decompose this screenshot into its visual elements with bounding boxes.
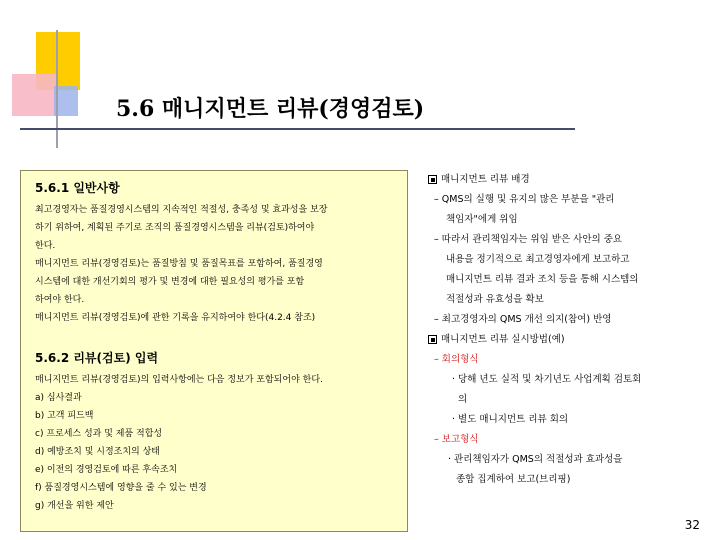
list-item: g) 개선을 위한 제안 bbox=[35, 501, 114, 511]
title-underline bbox=[20, 128, 575, 130]
text-line: 시스템에 대한 개선기회의 평가 및 변경에 대한 필요성의 평가를 포함 bbox=[35, 277, 305, 287]
slide-title: 5.6 매니지먼트 리뷰(경영검토) bbox=[116, 96, 425, 122]
list-item: f) 품질경영시스템에 영향을 줄 수 있는 변경 bbox=[35, 483, 207, 493]
meeting-format-label: – 회의형식 bbox=[434, 354, 479, 365]
list-item: b) 고객 피드백 bbox=[35, 411, 94, 421]
general-requirements-box bbox=[20, 170, 408, 532]
list-item: a) 심사결과 bbox=[35, 393, 82, 403]
decor-pink-square bbox=[12, 74, 58, 116]
text-line: 매니지먼트 리뷰(경영검토)에 관한 기록을 유지하여야 한다(4.2.4 참조) bbox=[35, 313, 316, 323]
square-bullet-icon bbox=[428, 335, 437, 344]
section-heading: 5.6.2 리뷰(검토) 입력 bbox=[35, 351, 159, 365]
block-heading: 매니지먼트 리뷰 실시방법(예) bbox=[428, 330, 713, 350]
text-line: 내용을 정기적으로 최고경영자에게 보고하고 bbox=[446, 254, 630, 265]
text-line: · 별도 매니지먼트 리뷰 회의 bbox=[452, 414, 569, 425]
text-line: 한다. bbox=[35, 241, 56, 251]
text-line: · 관리책임자가 QMS의 적절성과 효과성을 bbox=[448, 454, 623, 465]
block-heading: 매니지먼트 리뷰 배경 bbox=[428, 170, 713, 190]
text-line: 매니지먼트 리뷰 결과 조치 등을 통해 시스템의 bbox=[446, 274, 639, 285]
text-line: 하여야 한다. bbox=[35, 295, 85, 305]
text-line: – QMS의 실행 및 유지의 많은 부분을 "관리 bbox=[434, 194, 615, 205]
text-line: 매니지먼트 리뷰(경영검토)는 품질방침 및 품질목표를 포함하여, 품질경영 bbox=[35, 259, 323, 269]
text-line: 매니지먼트 리뷰(경영검토)의 입력사항에는 다음 정보가 포함되어야 한다. bbox=[35, 375, 323, 385]
list-item: e) 이전의 경영검토에 따른 후속조치 bbox=[35, 465, 178, 475]
text-line: 의 bbox=[458, 394, 468, 405]
text-line: 책임자"에게 위임 bbox=[446, 214, 518, 225]
list-item: c) 프로세스 성과 및 제품 적합성 bbox=[35, 429, 163, 439]
management-review-notes bbox=[428, 170, 713, 490]
text-line: – 따라서 관리책임자는 위임 받은 사안의 중요 bbox=[434, 234, 623, 245]
list-item: d) 예방조치 및 시정조치의 상태 bbox=[35, 447, 160, 457]
page-number: 32 bbox=[684, 518, 700, 532]
text-line: 적절성과 유효성을 확보 bbox=[446, 294, 544, 305]
text-line: 종합 집계하여 보고(브리핑) bbox=[456, 474, 571, 485]
section-heading: 5.6.1 일반사항 bbox=[35, 181, 120, 195]
decor-vertical-line bbox=[56, 30, 58, 148]
section-5-6-2 bbox=[35, 349, 323, 515]
text-line: 최고경영자는 품질경영시스템의 지속적인 적절성, 충족성 및 효과성을 보장 bbox=[35, 205, 328, 215]
section-5-6-1 bbox=[35, 179, 327, 327]
text-line: · 당해 년도 실적 및 차기년도 사업계획 검토회 bbox=[452, 374, 642, 385]
report-format-label: – 보고형식 bbox=[434, 434, 479, 445]
text-line: 하기 위하여, 계획된 주기로 조직의 품질경영시스템을 리뷰(검토)하여야 bbox=[35, 223, 315, 233]
text-line: – 최고경영자의 QMS 개선 의지(참여) 반영 bbox=[434, 314, 612, 325]
square-bullet-icon bbox=[428, 175, 437, 184]
